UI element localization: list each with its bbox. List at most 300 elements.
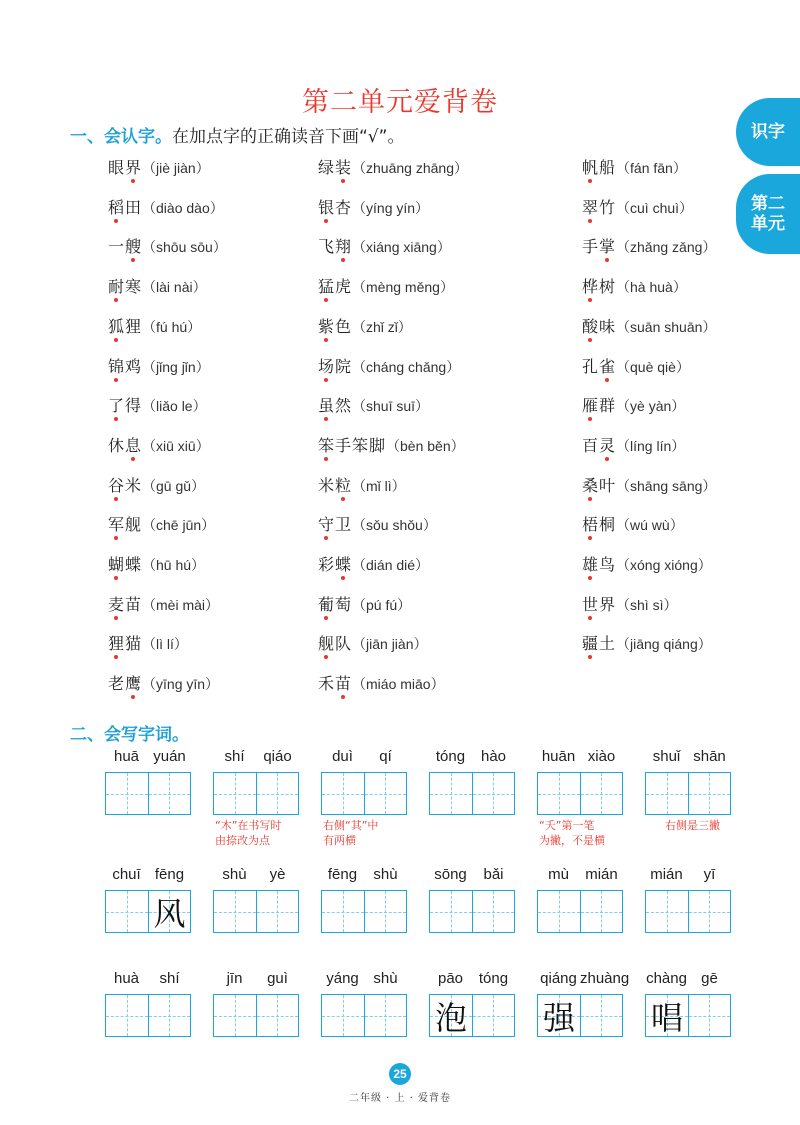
writing-grid bbox=[105, 772, 191, 815]
pinyin-syllable: mián bbox=[585, 866, 618, 883]
pinyin-options[interactable]: （wú wù） bbox=[616, 517, 684, 533]
writing-grid bbox=[537, 890, 623, 933]
word: 一艘 bbox=[108, 237, 143, 256]
word: 彩蝶 bbox=[318, 555, 353, 574]
section-instruction: 在加点字的正确读音下画“√”。 bbox=[172, 127, 405, 147]
pinyin-syllable: chàng bbox=[646, 970, 687, 987]
word: 雄鸟 bbox=[582, 555, 617, 574]
writing-hint bbox=[539, 818, 605, 848]
pronunciation-item bbox=[318, 476, 406, 496]
word: 梧桐 bbox=[582, 515, 617, 534]
written-character bbox=[322, 891, 364, 932]
grid-cell[interactable] bbox=[580, 773, 622, 814]
word: 谷米 bbox=[108, 476, 143, 495]
pinyin-syllable: sōng bbox=[434, 866, 467, 883]
emphasis-dot bbox=[341, 695, 345, 699]
grid-cell[interactable] bbox=[646, 995, 688, 1036]
written-character bbox=[538, 773, 580, 814]
grid-cell[interactable] bbox=[256, 773, 298, 814]
pinyin-options[interactable]: （suān shuān） bbox=[616, 319, 717, 335]
pinyin-options[interactable]: （jiān jiàn） bbox=[352, 636, 428, 652]
emphasis-dot bbox=[324, 298, 328, 302]
writing-block bbox=[105, 748, 191, 816]
pinyin-options[interactable]: （mǐ lì） bbox=[352, 478, 406, 494]
writing-grid bbox=[321, 994, 407, 1037]
side-tab-label: 第二单元 bbox=[751, 194, 785, 234]
pronunciation-item bbox=[318, 158, 468, 178]
writing-grid bbox=[537, 772, 623, 815]
pinyin-options[interactable]: （xiáng xiāng） bbox=[352, 239, 451, 255]
pinyin-label bbox=[645, 970, 731, 992]
emphasis-dot bbox=[114, 576, 118, 580]
written-character bbox=[689, 995, 730, 1036]
emphasis-dot bbox=[588, 219, 592, 223]
word: 孔雀 bbox=[582, 357, 617, 376]
section-number: 一、会认字。 bbox=[70, 127, 172, 147]
writing-block bbox=[213, 748, 299, 816]
writing-grid bbox=[321, 772, 407, 815]
word: 耐寒 bbox=[108, 277, 143, 296]
written-character bbox=[581, 773, 622, 814]
writing-block bbox=[321, 748, 407, 816]
emphasis-dot bbox=[324, 655, 328, 659]
pinyin-syllable: qí bbox=[379, 748, 392, 765]
pinyin-syllable: fēng bbox=[327, 866, 358, 883]
written-character bbox=[365, 891, 406, 932]
pinyin-syllable: chuī bbox=[112, 866, 141, 883]
writing-hint bbox=[665, 818, 720, 833]
pinyin-label bbox=[321, 970, 407, 992]
pinyin-syllable: shān bbox=[693, 748, 726, 765]
word: 舰队 bbox=[318, 634, 353, 653]
pronunciation-item bbox=[108, 436, 210, 456]
side-tab-label: 识字 bbox=[751, 122, 785, 142]
emphasis-dot bbox=[131, 457, 135, 461]
writing-grid bbox=[429, 772, 515, 815]
word: 雁群 bbox=[582, 396, 617, 415]
word: 虽然 bbox=[318, 396, 353, 415]
pinyin-label bbox=[537, 866, 623, 888]
writing-block bbox=[645, 866, 731, 934]
side-tab-literacy[interactable] bbox=[736, 98, 800, 166]
pinyin-syllable: shuǐ bbox=[652, 748, 681, 765]
emphasis-dot bbox=[324, 378, 328, 382]
written-character bbox=[473, 773, 514, 814]
grid-cell[interactable] bbox=[106, 773, 148, 814]
writing-grid bbox=[321, 890, 407, 933]
pinyin-syllable: yī bbox=[703, 866, 716, 883]
pinyin-label bbox=[645, 866, 731, 888]
word: 笨手笨脚 bbox=[318, 436, 387, 455]
pinyin-label bbox=[537, 970, 630, 992]
grid-cell[interactable] bbox=[472, 773, 514, 814]
pinyin-options[interactable]: （què qiè） bbox=[616, 359, 690, 375]
grid-cell[interactable] bbox=[646, 773, 688, 814]
word: 酸味 bbox=[582, 317, 617, 336]
emphasis-dot bbox=[324, 457, 328, 461]
written-character bbox=[430, 773, 472, 814]
emphasis-dot bbox=[341, 179, 345, 183]
written-character bbox=[689, 891, 730, 932]
pinyin-syllable: xiào bbox=[587, 748, 616, 765]
pinyin-options[interactable]: （shōu sōu） bbox=[142, 239, 227, 255]
written-character: 唱 bbox=[650, 998, 683, 1037]
emphasis-dot bbox=[588, 655, 592, 659]
pronunciation-item bbox=[582, 317, 716, 337]
pronunciation-item bbox=[318, 317, 412, 337]
writing-block bbox=[645, 970, 731, 1038]
pinyin-syllable: shí bbox=[224, 748, 245, 765]
pronunciation-item bbox=[318, 198, 429, 218]
grid-cell[interactable] bbox=[472, 891, 514, 932]
word: 桦树 bbox=[582, 277, 617, 296]
word: 休息 bbox=[108, 436, 143, 455]
pronunciation-item bbox=[108, 674, 219, 694]
word: 翠竹 bbox=[582, 198, 617, 217]
pinyin-syllable: qiáo bbox=[263, 748, 292, 765]
pronunciation-item bbox=[108, 198, 224, 218]
grid-cell[interactable] bbox=[688, 891, 730, 932]
emphasis-dot bbox=[324, 536, 328, 540]
pronunciation-item bbox=[318, 237, 451, 257]
emphasis-dot bbox=[341, 497, 345, 501]
word: 锦鸡 bbox=[108, 357, 143, 376]
emphasis-dot bbox=[131, 258, 135, 262]
emphasis-dot bbox=[588, 497, 592, 501]
written-character bbox=[257, 773, 298, 814]
word: 狸猫 bbox=[108, 634, 143, 653]
hint-line: 右侧“其”中 bbox=[323, 819, 379, 832]
grid-cell[interactable] bbox=[364, 995, 406, 1036]
word: 老鹰 bbox=[108, 674, 143, 693]
grid-cell[interactable] bbox=[148, 995, 190, 1036]
pinyin-options[interactable]: （gū gǔ） bbox=[142, 478, 206, 494]
pinyin-syllable: guì bbox=[267, 970, 288, 987]
grid-cell[interactable] bbox=[430, 995, 472, 1036]
written-character bbox=[538, 891, 580, 932]
writing-block bbox=[105, 970, 191, 1038]
pinyin-syllable: mù bbox=[548, 866, 569, 883]
emphasis-dot bbox=[114, 219, 118, 223]
pinyin-options[interactable]: （zhuāng zhāng） bbox=[352, 160, 468, 176]
word: 稻田 bbox=[108, 198, 143, 217]
pinyin-options[interactable]: （lì lí） bbox=[142, 636, 188, 652]
pronunciation-item bbox=[582, 595, 677, 615]
emphasis-dot bbox=[114, 616, 118, 620]
writing-hint bbox=[323, 818, 378, 848]
writing-grid bbox=[105, 890, 191, 933]
pinyin-options[interactable]: （xóng xióng） bbox=[616, 557, 712, 573]
pinyin-syllable: tóng bbox=[435, 748, 466, 765]
emphasis-dot bbox=[114, 417, 118, 421]
pinyin-syllable: qiáng bbox=[540, 970, 577, 987]
writing-block bbox=[537, 748, 623, 816]
emphasis-dot bbox=[131, 695, 135, 699]
grid-cell[interactable] bbox=[214, 995, 256, 1036]
pinyin-options[interactable]: （yīng yīn） bbox=[142, 676, 220, 692]
word: 百灵 bbox=[582, 436, 617, 455]
word: 飞翔 bbox=[318, 237, 353, 256]
emphasis-dot bbox=[114, 378, 118, 382]
pinyin-options[interactable]: （hà huà） bbox=[616, 279, 687, 295]
grid-cell[interactable] bbox=[214, 773, 256, 814]
pinyin-options[interactable]: （zhǐ zǐ） bbox=[352, 319, 412, 335]
emphasis-dot bbox=[588, 616, 592, 620]
pinyin-options[interactable]: （zhǎng zǎng） bbox=[616, 239, 717, 255]
grid-cell[interactable] bbox=[214, 891, 256, 932]
grid-cell[interactable] bbox=[688, 773, 730, 814]
written-character bbox=[149, 995, 190, 1036]
grid-cell[interactable] bbox=[580, 891, 622, 932]
emphasis-dot bbox=[588, 179, 592, 183]
grid-cell[interactable] bbox=[646, 891, 688, 932]
pinyin-options[interactable]: （jǐng jǐn） bbox=[142, 359, 210, 375]
pinyin-label bbox=[213, 970, 299, 992]
word: 眼界 bbox=[108, 158, 143, 177]
grid-cell[interactable] bbox=[538, 891, 580, 932]
pinyin-options[interactable]: （fú hú） bbox=[142, 319, 202, 335]
written-character bbox=[257, 995, 298, 1036]
pinyin-syllable: zhuàng bbox=[580, 970, 630, 987]
written-character bbox=[646, 773, 688, 814]
pinyin-options[interactable]: （yè yàn） bbox=[616, 398, 686, 414]
written-character bbox=[257, 891, 298, 932]
pinyin-label bbox=[213, 866, 299, 888]
pronunciation-item bbox=[318, 277, 454, 297]
writing-grid bbox=[213, 994, 299, 1037]
pronunciation-item bbox=[582, 198, 693, 218]
emphasis-dot bbox=[605, 457, 609, 461]
word: 场院 bbox=[318, 357, 353, 376]
word: 猛虎 bbox=[318, 277, 353, 296]
pinyin-options[interactable]: （fán fān） bbox=[616, 160, 687, 176]
emphasis-dot bbox=[324, 219, 328, 223]
writing-block bbox=[537, 866, 623, 934]
pronunciation-item bbox=[582, 277, 687, 297]
pronunciation-item bbox=[318, 515, 437, 535]
pinyin-options[interactable]: （shāng sāng） bbox=[616, 478, 717, 494]
pinyin-label bbox=[429, 866, 515, 888]
writing-block bbox=[429, 866, 515, 934]
pinyin-label bbox=[321, 866, 407, 888]
page-title: 第二单元爱背卷 bbox=[302, 87, 498, 118]
pinyin-syllable: shí bbox=[159, 970, 180, 987]
grid-cell[interactable] bbox=[148, 891, 190, 932]
writing-block bbox=[321, 970, 407, 1038]
hint-line: “木”在书写时 bbox=[215, 819, 282, 832]
writing-grid bbox=[645, 772, 731, 815]
hint-line: 由捺改为点 bbox=[215, 834, 270, 847]
pinyin-syllable: huā bbox=[113, 748, 140, 765]
grid-cell[interactable] bbox=[430, 891, 472, 932]
writing-grid bbox=[645, 994, 731, 1037]
pinyin-options[interactable]: （bèn běn） bbox=[386, 438, 465, 454]
pinyin-options[interactable]: （shì sì） bbox=[616, 597, 678, 613]
writing-block bbox=[537, 970, 630, 1038]
word: 麦苗 bbox=[108, 595, 143, 614]
word: 狐狸 bbox=[108, 317, 143, 336]
pinyin-options[interactable]: （diào dào） bbox=[142, 200, 224, 216]
grid-cell[interactable] bbox=[538, 773, 580, 814]
pinyin-syllable: shù bbox=[373, 970, 398, 987]
emphasis-dot bbox=[588, 536, 592, 540]
pinyin-options[interactable]: （hū hú） bbox=[142, 557, 206, 573]
pronunciation-item bbox=[582, 436, 685, 456]
pronunciation-item bbox=[318, 555, 429, 575]
written-character bbox=[106, 995, 148, 1036]
pinyin-options[interactable]: （cháng chǎng） bbox=[352, 359, 461, 375]
pinyin-syllable: fēng bbox=[154, 866, 185, 883]
pinyin-options[interactable]: （lài nài） bbox=[142, 279, 207, 295]
grid-cell[interactable] bbox=[430, 773, 472, 814]
emphasis-dot bbox=[588, 576, 592, 580]
written-character bbox=[473, 891, 514, 932]
pinyin-options[interactable]: （liǎo le） bbox=[142, 398, 207, 414]
emphasis-dot bbox=[114, 655, 118, 659]
pronunciation-item bbox=[582, 634, 712, 654]
written-character bbox=[322, 995, 364, 1036]
pinyin-label bbox=[537, 748, 623, 770]
pinyin-syllable: gē bbox=[701, 970, 718, 987]
pinyin-syllable: huān bbox=[541, 748, 576, 765]
written-character bbox=[214, 891, 256, 932]
pronunciation-item bbox=[108, 277, 207, 297]
grid-cell[interactable] bbox=[148, 773, 190, 814]
pinyin-syllable: hào bbox=[480, 748, 507, 765]
pinyin-options[interactable]: （yíng yín） bbox=[352, 200, 430, 216]
grid-cell[interactable] bbox=[688, 995, 730, 1036]
pronunciation-item bbox=[108, 555, 205, 575]
pronunciation-item bbox=[108, 476, 205, 496]
grid-cell[interactable] bbox=[364, 773, 406, 814]
word: 蝴蝶 bbox=[108, 555, 143, 574]
word: 手掌 bbox=[582, 237, 617, 256]
grid-cell[interactable] bbox=[580, 995, 622, 1036]
pinyin-label bbox=[105, 970, 191, 992]
pinyin-label bbox=[429, 970, 515, 992]
pinyin-options[interactable]: （líng lín） bbox=[616, 438, 686, 454]
word: 疆土 bbox=[582, 634, 617, 653]
writing-grid bbox=[213, 772, 299, 815]
grid-cell[interactable] bbox=[106, 995, 148, 1036]
grid-cell[interactable] bbox=[106, 891, 148, 932]
grid-cell[interactable] bbox=[322, 995, 364, 1036]
grid-cell[interactable] bbox=[322, 773, 364, 814]
grid-cell[interactable] bbox=[538, 995, 580, 1036]
written-character bbox=[581, 891, 622, 932]
pronunciation-item bbox=[108, 634, 188, 654]
pinyin-label bbox=[105, 866, 191, 888]
pronunciation-item bbox=[318, 634, 428, 654]
pinyin-syllable: mián bbox=[650, 866, 683, 883]
pinyin-options[interactable]: （miáo miāo） bbox=[352, 676, 445, 692]
pinyin-options[interactable]: （chē jūn） bbox=[142, 517, 216, 533]
pinyin-label bbox=[105, 748, 191, 770]
grid-cell[interactable] bbox=[472, 995, 514, 1036]
pronunciation-item bbox=[108, 158, 210, 178]
emphasis-dot bbox=[588, 298, 592, 302]
pronunciation-item bbox=[582, 158, 687, 178]
pronunciation-item bbox=[108, 317, 201, 337]
written-character bbox=[646, 891, 688, 932]
hint-line: 为撇，不是横 bbox=[539, 834, 605, 847]
writing-grid bbox=[429, 890, 515, 933]
footer-text: 二年级 · 上 · 爱背卷 bbox=[348, 1093, 452, 1104]
emphasis-dot bbox=[324, 338, 328, 342]
pinyin-label bbox=[645, 748, 731, 770]
hint-line: 右侧是三撇 bbox=[665, 819, 720, 832]
pinyin-label bbox=[213, 748, 299, 770]
word: 禾苗 bbox=[318, 674, 353, 693]
written-character bbox=[473, 995, 514, 1036]
written-character bbox=[689, 773, 730, 814]
written-character bbox=[430, 891, 472, 932]
written-character bbox=[365, 773, 406, 814]
pronunciation-item bbox=[318, 396, 429, 416]
pronunciation-item bbox=[582, 237, 716, 257]
pinyin-syllable: shù bbox=[373, 866, 398, 883]
pinyin-syllable: huà bbox=[113, 970, 140, 987]
pronunciation-item bbox=[108, 595, 219, 615]
pinyin-options[interactable]: （sǒu shǒu） bbox=[352, 517, 437, 533]
pinyin-options[interactable]: （jiè jiàn） bbox=[142, 160, 210, 176]
writing-block bbox=[429, 970, 515, 1038]
pinyin-syllable: yè bbox=[269, 866, 286, 883]
hint-line: “夭”第一笔 bbox=[539, 819, 595, 832]
word: 桑叶 bbox=[582, 476, 617, 495]
written-character: 泡 bbox=[434, 998, 467, 1037]
written-character bbox=[214, 995, 256, 1036]
pinyin-syllable: duì bbox=[332, 748, 353, 765]
word: 世界 bbox=[582, 595, 617, 614]
writing-block bbox=[321, 866, 407, 934]
pinyin-syllable: shù bbox=[222, 866, 247, 883]
grid-cell[interactable] bbox=[256, 891, 298, 932]
hint-line: 有两横 bbox=[323, 834, 356, 847]
word: 紫色 bbox=[318, 317, 353, 336]
grid-cell[interactable] bbox=[364, 891, 406, 932]
pinyin-options[interactable]: （mèng měng） bbox=[352, 279, 454, 295]
word: 守卫 bbox=[318, 515, 353, 534]
writing-block bbox=[213, 970, 299, 1038]
pronunciation-item bbox=[108, 237, 227, 257]
written-character bbox=[214, 773, 256, 814]
pinyin-options[interactable]: （cuì chuì） bbox=[616, 200, 694, 216]
pinyin-options[interactable]: （mèi mài） bbox=[142, 597, 220, 613]
word: 了得 bbox=[108, 396, 143, 415]
section-heading-write bbox=[70, 724, 189, 746]
pinyin-options[interactable]: （shuī suī） bbox=[352, 398, 430, 414]
written-character bbox=[149, 773, 190, 814]
pinyin-syllable: tóng bbox=[478, 970, 509, 987]
pinyin-syllable: jīn bbox=[226, 970, 243, 987]
pinyin-label bbox=[321, 748, 407, 770]
pinyin-options[interactable]: （xiū xiū） bbox=[142, 438, 210, 454]
word: 葡萄 bbox=[318, 595, 353, 614]
word: 米粒 bbox=[318, 476, 353, 495]
pinyin-options[interactable]: （pú fú） bbox=[352, 597, 412, 613]
grid-cell[interactable] bbox=[322, 891, 364, 932]
word: 银杏 bbox=[318, 198, 353, 217]
pinyin-options[interactable]: （jiāng qiáng） bbox=[616, 636, 712, 652]
emphasis-dot bbox=[114, 298, 118, 302]
emphasis-dot bbox=[341, 576, 345, 580]
pinyin-label bbox=[429, 748, 515, 770]
pinyin-options[interactable]: （dián dié） bbox=[352, 557, 430, 573]
written-character bbox=[106, 773, 148, 814]
grid-cell[interactable] bbox=[256, 995, 298, 1036]
emphasis-dot bbox=[588, 338, 592, 342]
